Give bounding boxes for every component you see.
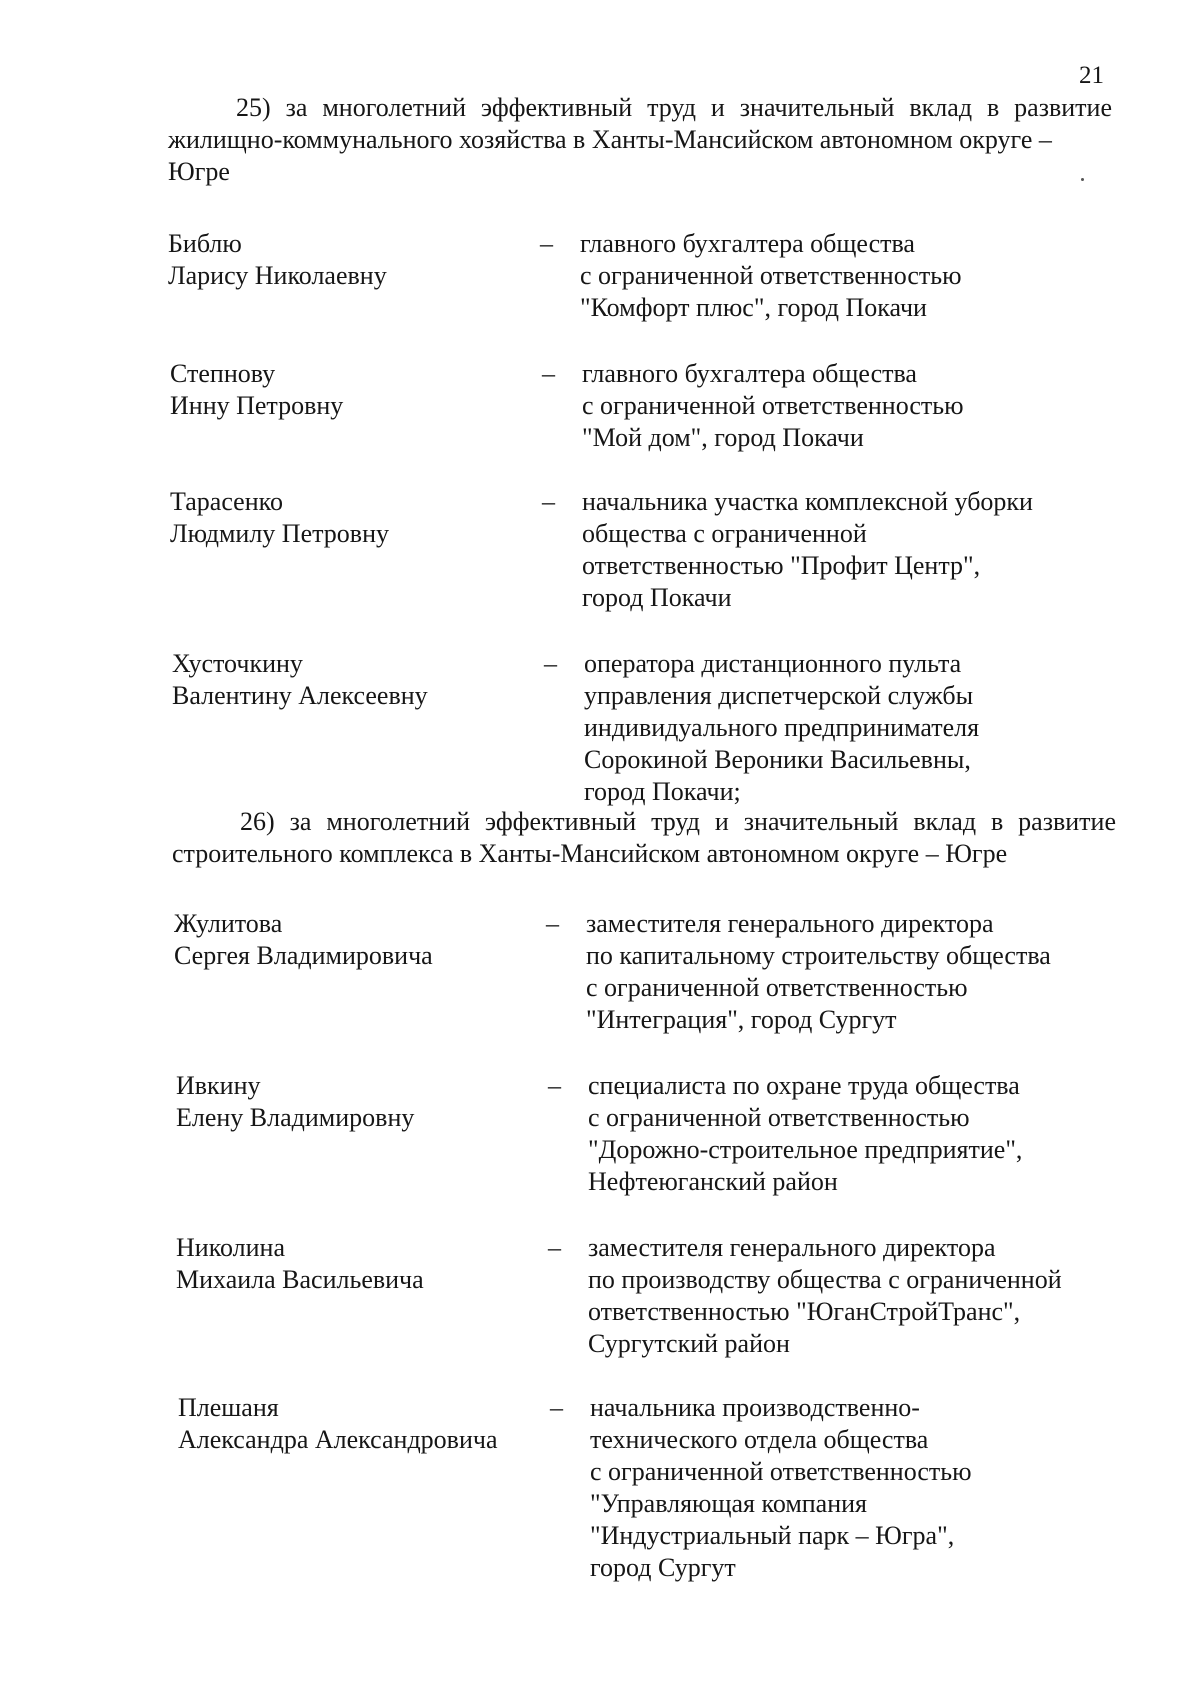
position-description — [582, 486, 1142, 614]
person-name — [178, 1392, 558, 1456]
desc-line: Нефтеюганский район — [588, 1167, 838, 1196]
desc-line: главного бухгалтера общества — [580, 229, 915, 258]
position-description — [584, 648, 1144, 808]
surname: Жулитова — [174, 909, 283, 938]
dash-separator: – — [542, 487, 555, 516]
desc-line: с ограниченной ответственностью — [586, 973, 968, 1002]
desc-line: ответственностью "Профит Центр", — [582, 551, 981, 580]
desc-line: с ограниченной ответственностью — [590, 1457, 972, 1486]
section-26-intro — [172, 806, 1116, 870]
desc-line: главного бухгалтера общества — [582, 359, 917, 388]
desc-line: начальника участка комплексной уборки — [582, 487, 1033, 516]
desc-line: заместителя генерального директора — [586, 909, 994, 938]
given-names: Ларису Николаевну — [168, 261, 387, 290]
desc-line: "Управляющая компания — [590, 1489, 868, 1518]
desc-line: по производству общества с ограниченной — [588, 1265, 1062, 1294]
desc-line: "Интеграция", город Сургут — [586, 1005, 897, 1034]
surname: Тарасенко — [170, 487, 283, 516]
desc-line: с ограниченной ответственностью — [588, 1103, 970, 1132]
position-description — [590, 1392, 1150, 1584]
desc-line: начальника производственно- — [590, 1393, 920, 1422]
desc-line: с ограниченной ответственностью — [582, 391, 964, 420]
desc-line: управления диспетчерской службы — [584, 681, 974, 710]
given-names: Людмилу Петровну — [170, 519, 389, 548]
desc-line: "Индустриальный парк – Югра", — [590, 1521, 955, 1550]
desc-line: специалиста по охране труда общества — [588, 1071, 1020, 1100]
person-name — [176, 1070, 556, 1134]
desc-line: город Покачи — [582, 583, 732, 612]
desc-line: общества с ограниченной — [582, 519, 867, 548]
person-name — [174, 908, 554, 972]
dash-separator: – — [546, 909, 559, 938]
section-25-intro — [168, 92, 1112, 188]
desc-line: город Покачи; — [584, 777, 741, 806]
person-name — [168, 228, 548, 292]
dash-separator: – — [548, 1071, 561, 1100]
desc-line: "Комфорт плюс", город Покачи — [580, 293, 927, 322]
intro-line: Югре — [168, 157, 230, 186]
given-names: Инну Петровну — [170, 391, 344, 420]
person-name — [176, 1232, 556, 1296]
surname: Хусточкину — [172, 649, 303, 678]
desc-line: "Мой дом", город Покачи — [582, 423, 864, 452]
person-name — [170, 486, 550, 550]
desc-line: Сургутский район — [588, 1329, 790, 1358]
position-description — [580, 228, 1140, 324]
surname: Плешаня — [178, 1393, 279, 1422]
intro-line: 26) за многолетний эффективный труд и значительный вклад в развитие — [240, 807, 1116, 836]
given-names: Елену Владимировну — [176, 1103, 415, 1132]
given-names: Александра Александровича — [178, 1425, 498, 1454]
desc-line: с ограниченной ответственностью — [580, 261, 962, 290]
given-names: Михаила Васильевича — [176, 1265, 424, 1294]
surname: Николина — [176, 1233, 286, 1262]
position-description — [586, 908, 1146, 1036]
position-description — [582, 358, 1142, 454]
page-number: 21 — [1079, 62, 1104, 89]
surname: Ивкину — [176, 1071, 261, 1100]
dash-separator: – — [540, 229, 553, 258]
surname: Степнову — [170, 359, 276, 388]
desc-line: оператора дистанционного пульта — [584, 649, 962, 678]
given-names: Валентину Алексеевну — [172, 681, 428, 710]
intro-line: 25) за многолетний эффективный труд и значительный вклад в развитие — [236, 93, 1112, 122]
person-name — [170, 358, 550, 422]
desc-line: индивидуального предпринимателя — [584, 713, 980, 742]
desc-line: Сорокиной Вероники Васильевны, — [584, 745, 971, 774]
dash-separator: – — [548, 1233, 561, 1262]
desc-line: город Сургут — [590, 1553, 736, 1582]
desc-line: технического отдела общества — [590, 1425, 929, 1454]
intro-line: жилищно-коммунального хозяйства в Ханты-Мансийском автономном округе – — [168, 125, 1052, 154]
desc-line: по капитальному строительству общества — [586, 941, 1051, 970]
person-name — [172, 648, 552, 712]
given-names: Сергея Владимировича — [174, 941, 433, 970]
surname: Библю — [168, 229, 242, 258]
desc-line: "Дорожно-строительное предприятие", — [588, 1135, 1023, 1164]
desc-line: заместителя генерального директора — [588, 1233, 996, 1262]
desc-line: ответственностью "ЮганСтройТранс", — [588, 1297, 1021, 1326]
dash-separator: – — [544, 649, 557, 678]
position-description — [588, 1070, 1148, 1198]
position-description — [588, 1232, 1148, 1360]
dash-separator: – — [542, 359, 555, 388]
dash-separator: – — [550, 1393, 563, 1422]
intro-line: строительного комплекса в Ханты-Мансийском автономном округе – Югре — [172, 839, 1008, 868]
